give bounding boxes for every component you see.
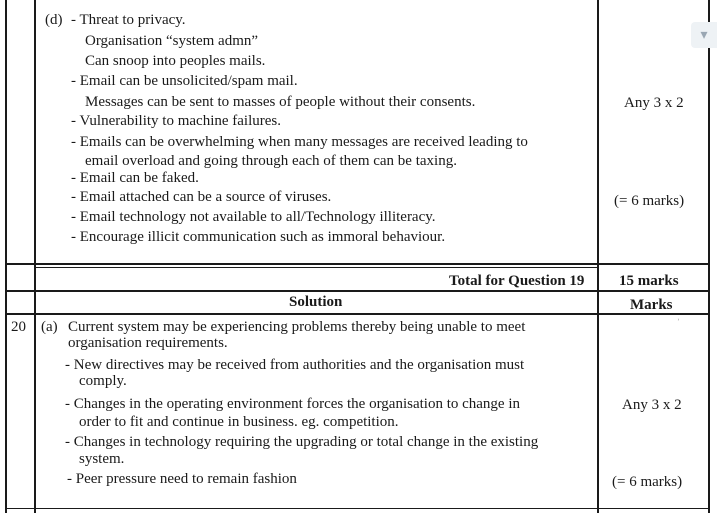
solution-header: Solution bbox=[289, 294, 343, 310]
q20-line-9: - Peer pressure need to remain fashion bbox=[67, 471, 297, 487]
q20-line-6: order to fit and continue in business. eg. competition. bbox=[79, 414, 399, 430]
q20-line-8: system. bbox=[79, 451, 125, 467]
table-right-border bbox=[708, 0, 710, 513]
q20-line-2: organisation requirements. bbox=[68, 335, 228, 351]
q20-line-4: comply. bbox=[79, 373, 127, 389]
q19-line-3: Can snoop into peoples mails. bbox=[85, 53, 266, 69]
row-divider-header-top bbox=[5, 290, 710, 292]
q20-marks-allocation: Any 3 x 2 bbox=[622, 397, 682, 413]
q20-line-7: - Changes in technology requiring the upgrading or total change in the existing bbox=[65, 434, 539, 450]
q19-marks-total-note: (= 6 marks) bbox=[614, 193, 685, 209]
q19-total-value: 15 marks bbox=[619, 273, 679, 289]
q20-line-3: - New directives may be received from authorities and the organisation must bbox=[65, 357, 525, 373]
q19-line-6: - Vulnerability to machine failures. bbox=[71, 113, 282, 129]
q19-line-8: email overload and going through each of them can be taxing. bbox=[85, 153, 457, 169]
q19-line-1: - Threat to privacy. bbox=[71, 12, 186, 28]
q19-line-9: - Email can be faked. bbox=[71, 170, 199, 186]
q19-line-4: - Email can be unsolicited/spam mail. bbox=[71, 73, 298, 89]
q19-part-label: (d) bbox=[45, 12, 63, 28]
q20-number: 20 bbox=[11, 319, 26, 335]
q19-line-10: - Email attached can be a source of viruses. bbox=[71, 189, 332, 205]
q19-line-7: - Emails can be overwhelming when many messages are received leading to bbox=[71, 134, 528, 150]
table-marks-column-divider bbox=[597, 0, 599, 513]
q19-line-2: Organisation “system admn” bbox=[85, 33, 259, 49]
q19-marks-allocation: Any 3 x 2 bbox=[624, 95, 684, 111]
side-panel-toggle-icon[interactable]: ▾ bbox=[691, 22, 717, 48]
q19-line-11: - Email technology not available to all/Technology illiteracy. bbox=[71, 209, 436, 225]
row-divider-total-inner bbox=[36, 267, 597, 268]
table-number-column-divider bbox=[34, 0, 36, 513]
q20-part-label: (a) bbox=[41, 319, 58, 335]
q20-line-1: Current system may be experiencing problems thereby being unable to meet bbox=[68, 319, 526, 335]
q20-line-5: - Changes in the operating environment forces the organisation to change in bbox=[65, 396, 521, 412]
row-divider-total-top bbox=[5, 263, 710, 265]
q19-line-5: Messages can be sent to masses of people without their consents. bbox=[85, 94, 476, 110]
q19-total-label: Total for Question 19 bbox=[449, 273, 585, 289]
marks-header: Marks bbox=[630, 297, 673, 313]
row-divider-bottom bbox=[5, 508, 710, 509]
table-left-border bbox=[5, 0, 7, 513]
q19-line-12: - Encourage illicit communication such as immoral behaviour. bbox=[71, 229, 446, 245]
scan-speck: ʾ bbox=[677, 318, 680, 327]
row-divider-header-bottom bbox=[5, 313, 710, 315]
q20-marks-total-note: (= 6 marks) bbox=[612, 474, 683, 490]
